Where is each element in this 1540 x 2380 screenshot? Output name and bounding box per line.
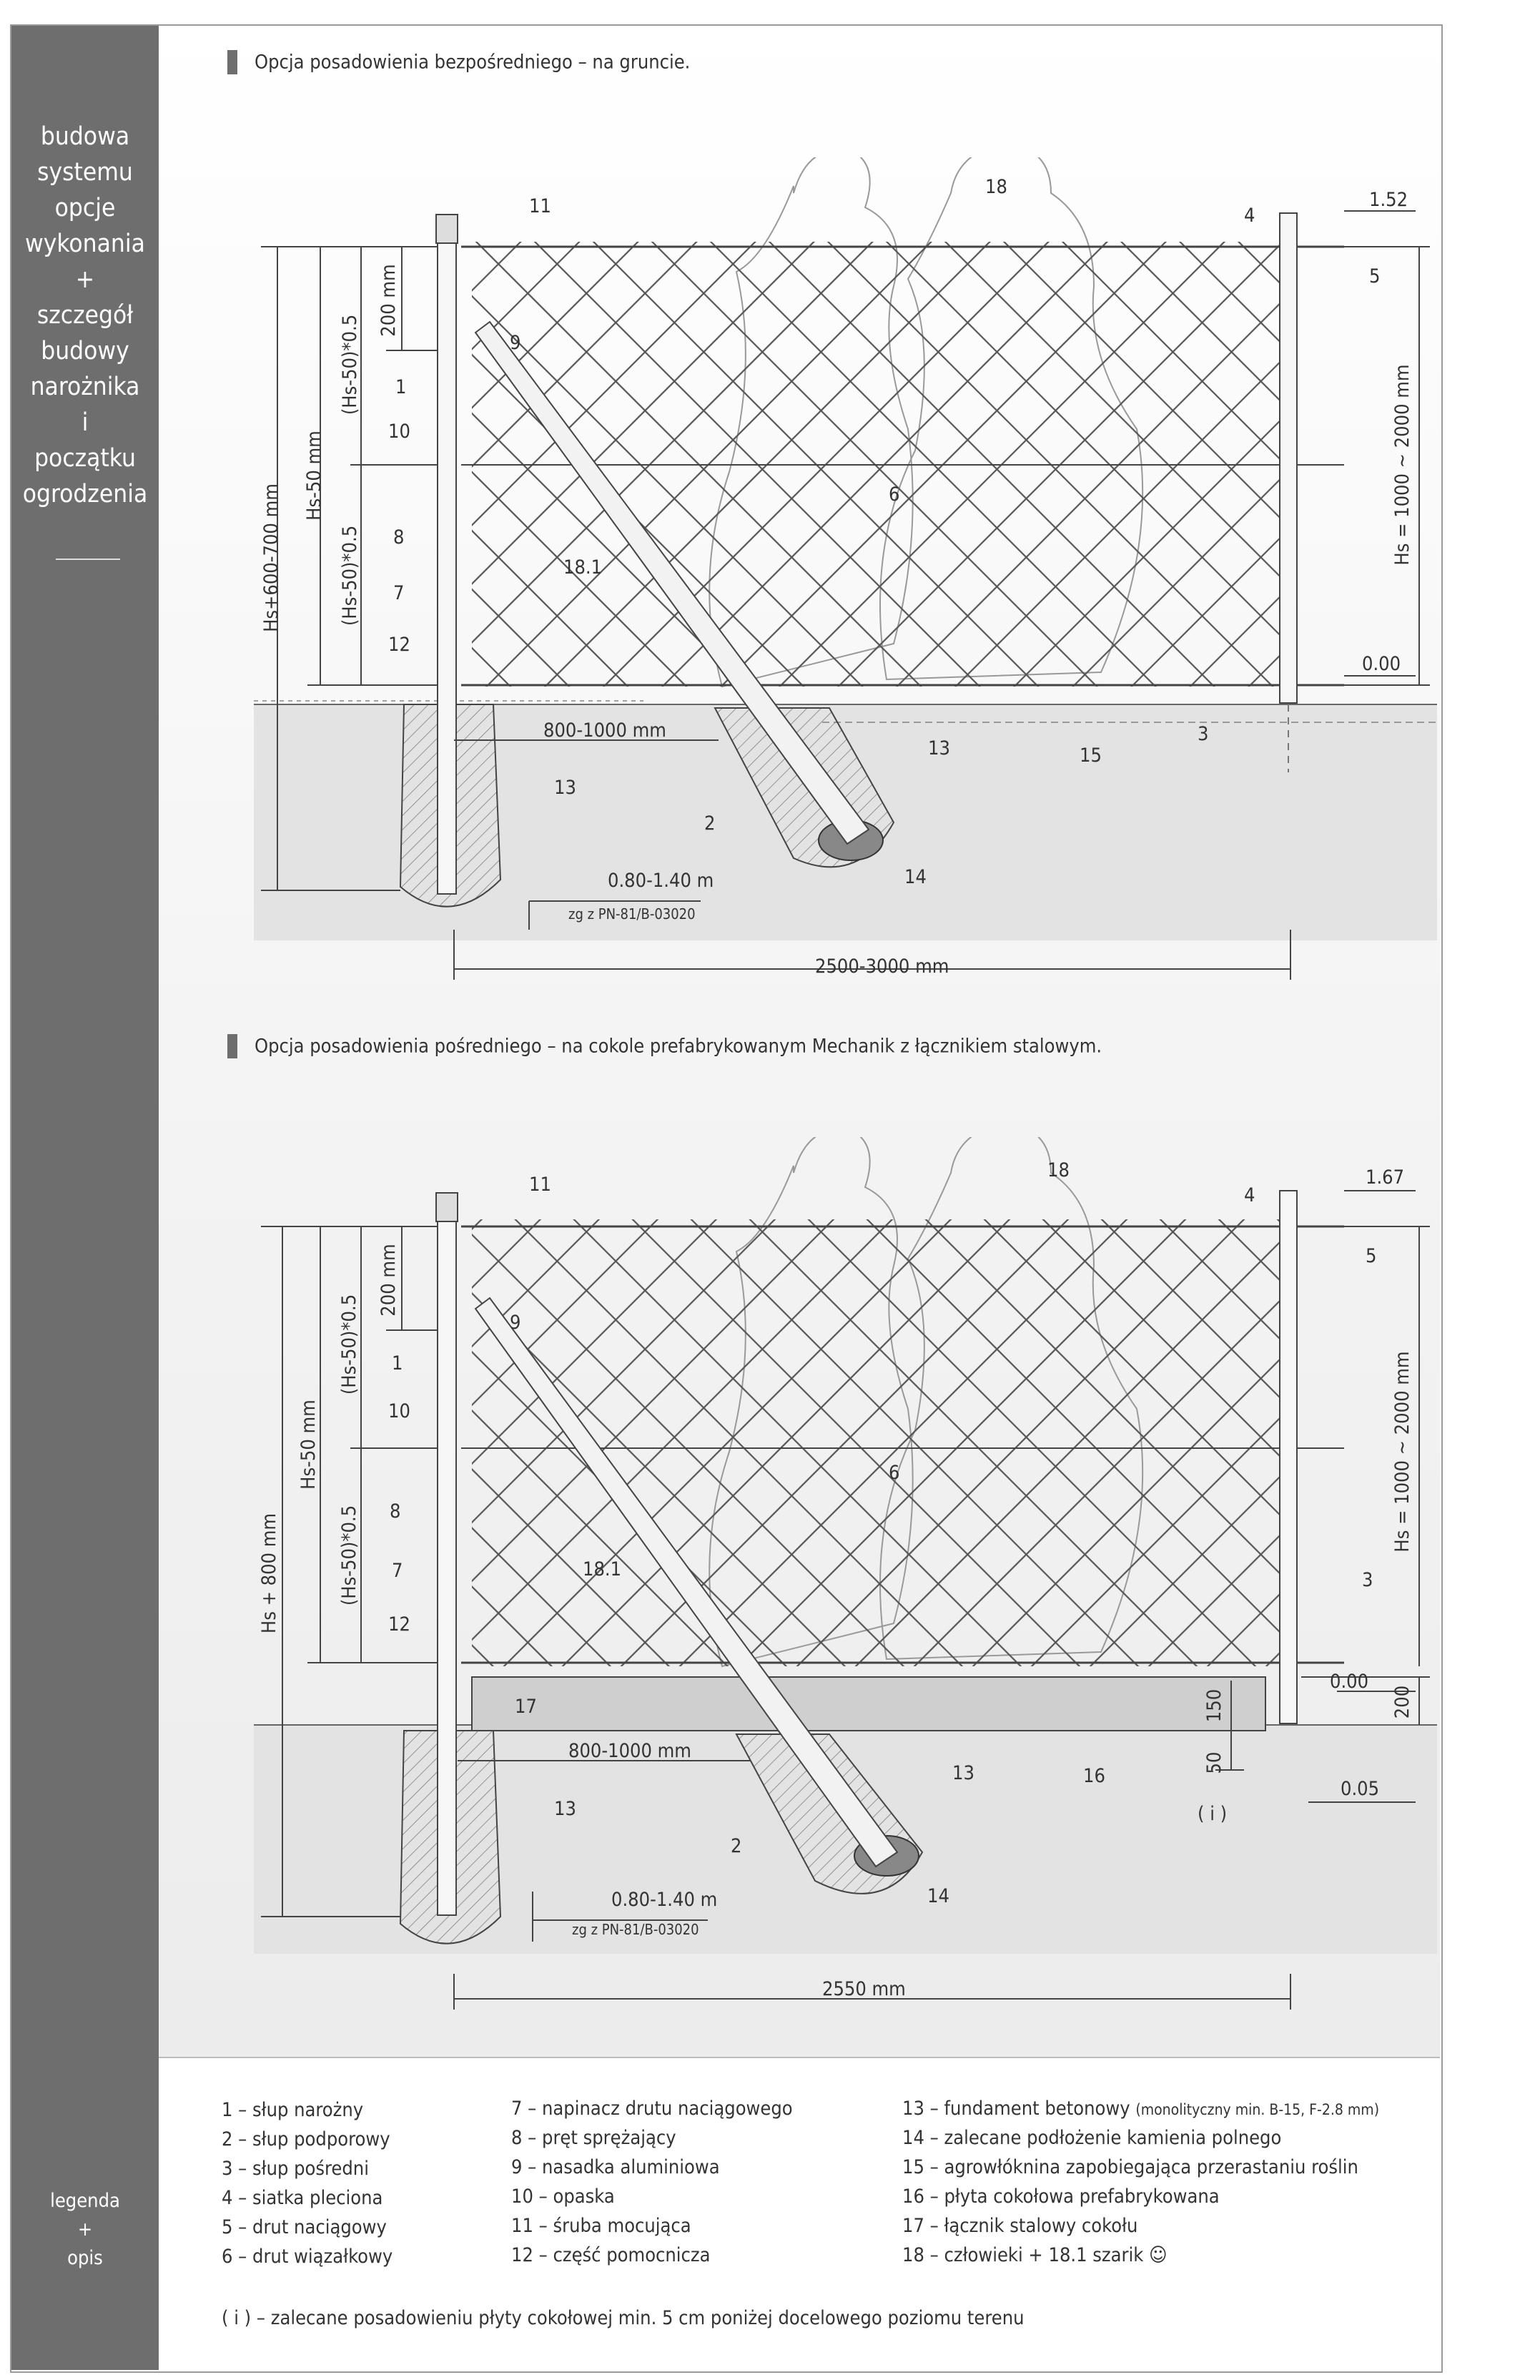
legend-item: 7 – napinacz drutu naciągowego	[511, 2098, 793, 2120]
dim-200mm: 200 mm	[377, 1244, 400, 1317]
label-10: 10	[388, 421, 410, 443]
legend-column-2	[511, 2094, 793, 2270]
legend-item: 9 – nasadka aluminiowa	[511, 2156, 720, 2178]
sidebar-divider	[56, 559, 120, 560]
label-1: 1	[395, 376, 407, 398]
sidebar-title-line: szczegół	[36, 301, 134, 330]
label-6: 6	[889, 1462, 900, 1484]
label-16: 16	[1083, 1765, 1105, 1787]
sidebar-title-line: ogrodzenia	[22, 480, 148, 508]
sidebar-title-line: opcje	[54, 194, 116, 222]
sidebar-title-line: i	[82, 408, 89, 437]
legend-note: ( i ) – zalecane posadowieniu płyty cokołowej min. 5 cm poniżej docelowego poziomu terenu	[222, 2307, 1025, 2329]
sidebar-title-line: +	[75, 265, 95, 294]
legend-item: 1 – słup narożny	[222, 2099, 364, 2121]
label-13: 13	[928, 737, 950, 759]
dim-half-bottom: (Hs-50)*0.5	[339, 525, 361, 626]
label-11: 11	[529, 195, 551, 217]
dim-150: 150	[1203, 1688, 1225, 1723]
precast-plinth	[472, 1677, 1265, 1731]
legend-item: 17 – łącznik stalowy cokołu	[902, 2215, 1138, 2237]
note-i-marker: ( i )	[1198, 1803, 1228, 1825]
sidebar-title-line: początku	[34, 444, 136, 473]
legend-item: 3 – słup pośredni	[222, 2158, 369, 2180]
legend-item: 18 – człowieki + 18.1 szarik ☺	[902, 2244, 1168, 2266]
label-11: 11	[529, 1174, 551, 1196]
label-7: 7	[392, 1560, 403, 1582]
dim-depth: 0.80-1.40 m	[611, 1889, 718, 1911]
label-3: 3	[1198, 723, 1209, 745]
label-9: 9	[510, 1312, 521, 1334]
label-4: 4	[1244, 1184, 1255, 1206]
label-6: 6	[889, 483, 900, 506]
legend-column-3	[902, 2094, 1379, 2270]
dim-half-top: (Hs-50)*0.5	[338, 1294, 360, 1395]
label-17: 17	[515, 1696, 537, 1718]
dim-depth: 0.80-1.40 m	[608, 870, 714, 892]
label-1: 1	[392, 1352, 403, 1375]
label-13: 13	[952, 1762, 974, 1784]
dim-200: 200	[1391, 1685, 1413, 1719]
corner-post	[438, 215, 456, 894]
label-2: 2	[731, 1835, 742, 1857]
label-9: 9	[510, 332, 521, 354]
dim-hs50: Hs-50 mm	[297, 1400, 320, 1490]
label-18: 18	[1047, 1159, 1070, 1181]
sidebar-title	[11, 119, 159, 512]
dim-span: 2500-3000 mm	[815, 955, 949, 978]
level-top: 1.52	[1369, 189, 1408, 211]
label-10: 10	[388, 1400, 410, 1422]
title-marker	[227, 1034, 237, 1058]
dim-hs-range: Hs = 1000 ~ 2000 mm	[1391, 1351, 1413, 1553]
dim-norm: zg z PN-81/B-03020	[572, 1921, 699, 1938]
legend-item: 12 – część pomocnicza	[511, 2244, 711, 2266]
label-2: 2	[704, 812, 716, 835]
sidebar-title-line: systemu	[37, 158, 133, 187]
dim-total-height: Hs + 800 mm	[258, 1513, 280, 1634]
legend-item: 6 – drut wiązałkowy	[222, 2246, 393, 2268]
intermediate-post	[1280, 213, 1297, 703]
dim-total-height: Hs+600-700 mm	[260, 483, 282, 632]
dim-hs-range: Hs = 1000 ~ 2000 mm	[1391, 364, 1413, 566]
level-zero: 0.00	[1330, 1671, 1369, 1693]
sidebar-title-line: budowy	[41, 337, 129, 365]
label-15: 15	[1080, 744, 1102, 767]
label-4: 4	[1244, 205, 1255, 227]
dim-half-top: (Hs-50)*0.5	[339, 314, 361, 415]
level-zero: 0.00	[1362, 653, 1401, 675]
sidebar-title-line: budowa	[40, 122, 130, 151]
label-5: 5	[1366, 1245, 1377, 1267]
label-5: 5	[1369, 265, 1381, 287]
label-18-1: 18.1	[563, 556, 603, 579]
sidebar-title-line: narożnika	[30, 373, 140, 401]
intermediate-post	[1280, 1191, 1297, 1723]
dim-brace-distance: 800-1000 mm	[543, 719, 666, 742]
label-18-1: 18.1	[583, 1558, 622, 1580]
legend-title-line: +	[77, 2218, 93, 2241]
label-7: 7	[393, 582, 405, 604]
dim-half-bottom: (Hs-50)*0.5	[338, 1505, 360, 1606]
legend-item-text: 13 – fundament betonowy	[902, 2098, 1130, 2120]
legend-column-1	[222, 2095, 393, 2271]
label-13: 13	[554, 777, 576, 799]
label-12: 12	[388, 1613, 410, 1636]
legend-item: 14 – zalecane podłożenie kamienia polnego	[902, 2127, 1282, 2149]
dim-50: 50	[1203, 1751, 1225, 1774]
legend-item: 15 – agrowłóknina zapobiegająca przerastaniu roślin	[902, 2156, 1358, 2178]
section-title-text: Opcja posadowienia bezpośredniego – na gruncie.	[255, 51, 691, 74]
fence-diagram-plinth	[159, 1137, 1440, 2024]
section-title-text: Opcja posadowienia pośredniego – na cokole prefabrykowanym Mechanik z łącznikiem stalowym.	[255, 1035, 1102, 1058]
title-marker	[227, 50, 237, 74]
dim-hs50: Hs-50 mm	[303, 431, 325, 521]
label-14: 14	[927, 1885, 949, 1907]
label-13: 13	[554, 1798, 576, 1820]
corner-post	[438, 1193, 456, 1915]
dim-200mm: 200 mm	[377, 264, 400, 337]
label-12: 12	[388, 634, 410, 656]
legend-item	[902, 2094, 1379, 2123]
legend-item: 5 – drut naciągowy	[222, 2216, 387, 2238]
section-title-1	[227, 50, 690, 74]
legend-title-line: opis	[67, 2247, 103, 2269]
dim-span: 2550 mm	[822, 1978, 906, 2000]
dim-brace-distance: 800-1000 mm	[568, 1740, 691, 1762]
level-minus: 0.05	[1341, 1778, 1380, 1800]
label-18: 18	[985, 176, 1007, 198]
legend-divider	[159, 2057, 1440, 2058]
legend-item: 2 – słup podporowy	[222, 2128, 390, 2150]
label-8: 8	[393, 526, 405, 549]
dim-norm: zg z PN-81/B-03020	[568, 905, 696, 923]
sidebar-title-line: wykonania	[25, 230, 145, 258]
section-title-2	[227, 1034, 1102, 1058]
sidebar	[11, 26, 159, 2370]
fence-diagram-direct	[159, 157, 1440, 1016]
legend-item: 11 – śruba mocująca	[511, 2215, 691, 2237]
legend-item-note: (monolityczny min. B-15, F-2.8 mm)	[1135, 2101, 1380, 2118]
legend-item: 16 – płyta cokołowa prefabrykowana	[902, 2185, 1220, 2208]
legend-item: 10 – opaska	[511, 2185, 615, 2208]
label-8: 8	[390, 1500, 401, 1523]
level-top: 1.67	[1366, 1166, 1405, 1189]
legend-item: 8 – pręt sprężający	[511, 2127, 676, 2149]
legend-title-line: legenda	[50, 2190, 120, 2212]
label-14: 14	[904, 866, 927, 888]
sidebar-legend-title	[11, 2187, 159, 2273]
label-3: 3	[1362, 1569, 1373, 1591]
legend-item: 4 – siatka pleciona	[222, 2187, 383, 2209]
